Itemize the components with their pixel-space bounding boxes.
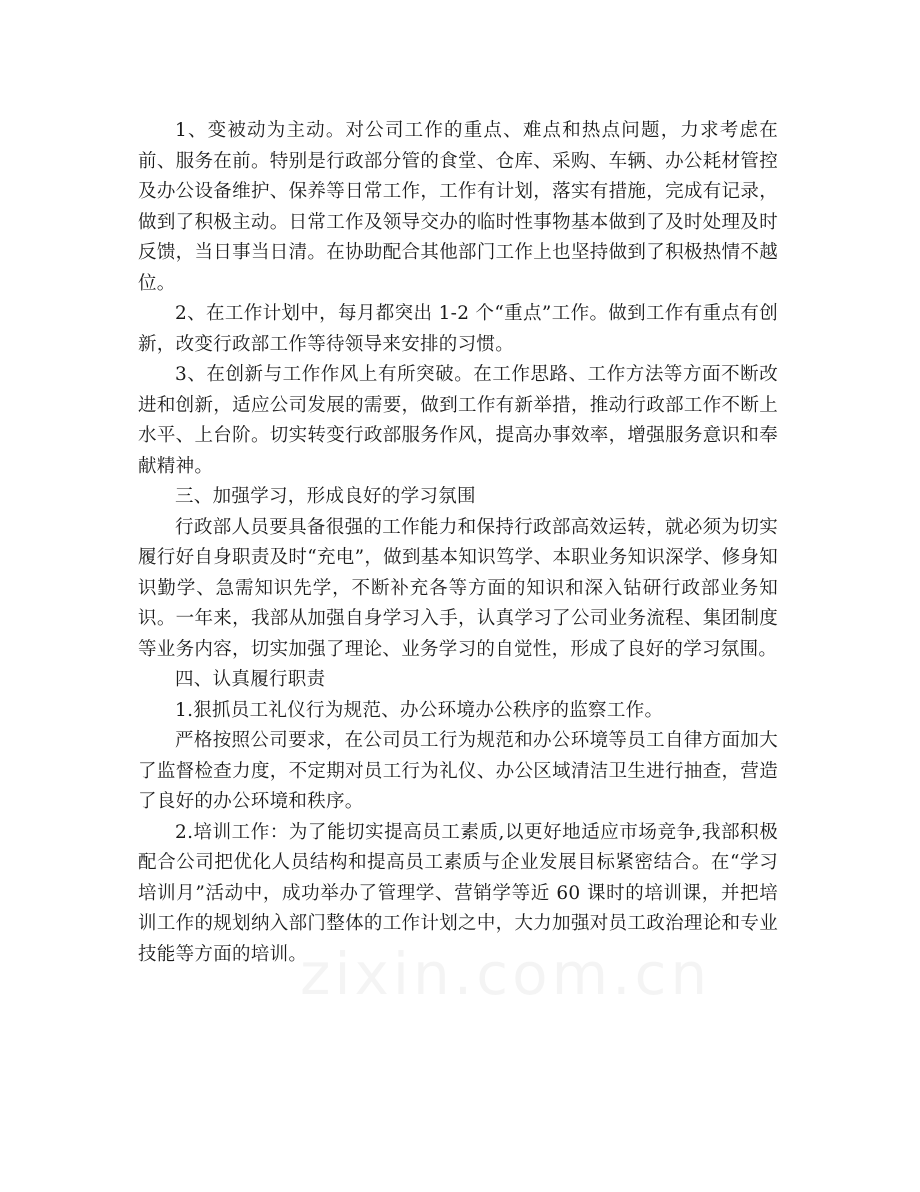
- paragraph-1: 1、变被动为主动。对公司工作的重点、难点和热点问题，力求考虑在前、服务在前。特别是行政部分管的食堂、仓库、采购、车辆、办公耗材管控及办公设备维护、保养等日常工作，工作有计划，落实有措施，完成有记录，做到了积极主动。日常工作及领导交办的临时性事物基本做到了及时处理及时反馈，当日事当日清。在协助配合其他部门工作上也坚持做到了积极热情不越位。: [138, 120, 778, 294]
- paragraph-6: 2.培训工作：为了能切实提高员工素质,以更好地适应市场竞争,我部积极配合公司把优化人员结构和提高员工素质与企业发展目标紧密结合。在“学习培训月”活动中，成功举办了管理学、营销学等近 60 课时的培训课，并把培训工作的规划纳入部门整体的工作计划之中，大力加强对员工政治理论和专业技能等方面的培训。: [138, 821, 778, 965]
- paragraph-2: 2、在工作计划中，每月都突出 1-2 个“重点”工作。做到工作有重点有创新，改变行政部工作等待领导来安排的习惯。: [138, 303, 778, 355]
- paragraph-3: 3、在创新与工作作风上有所突破。在工作思路、工作方法等方面不断改进和创新，适应公司发展的需要，做到工作有新举措，推动行政部工作不断上水平、上台阶。切实转变行政部服务作风，提高办事效率，增强服务意识和奉献精神。: [138, 364, 778, 477]
- subheading-4-1: 1.狠抓员工礼仪行为规范、办公环境办公秩序的监察工作。: [175, 699, 664, 721]
- document-body: [138, 116, 778, 970]
- section-heading-3: 三、加强学习，形成良好的学习氛围: [175, 486, 476, 507]
- paragraph-5: 严格按照公司要求，在公司员工行为规范和办公环境等员工自律方面加大了监督检查力度，不定期对员工行为礼仪、办公区域清洁卫生进行抽查，营造了良好的办公环境和秩序。: [138, 730, 778, 812]
- paragraph-4: 行政部人员要具备很强的工作能力和保持行政部高效运转，就必须为切实履行好自身职责及时“充电”，做到基本知识笃学、本职业务知识深学、修身知识勤学、急需知识先学，不断补充各等方面的知识和深入钻研行政部业务知识。一年来，我部从加强自身学习入手，认真学习了公司业务流程、集团制度等业务内容，切实加强了理论、业务学习的自觉性，形成了良好的学习氛围。: [138, 516, 778, 660]
- watermark: [300, 940, 711, 1008]
- section-heading-4: 四、认真履行职责: [175, 669, 326, 690]
